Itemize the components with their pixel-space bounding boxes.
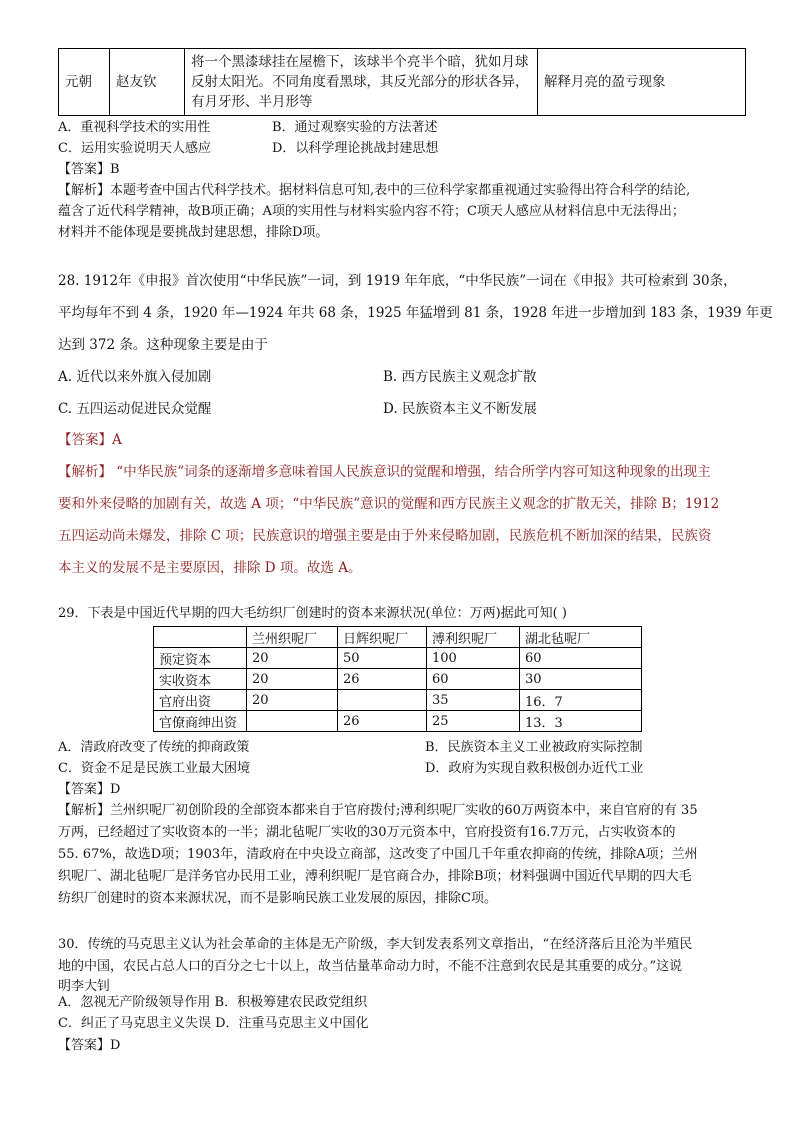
table-cell: 25 — [427, 711, 520, 732]
table-header-row — [154, 627, 642, 648]
table-cell: 实收资本 — [154, 669, 247, 690]
table-cell — [247, 711, 338, 732]
table-cell: 20 — [247, 690, 338, 711]
q28-stem-line: 达到 372 条。这种现象主要是由于 — [58, 337, 268, 353]
q27-option-b: B．通过观察实验的方法著述 — [272, 120, 438, 135]
table-cell: 100 — [427, 648, 520, 669]
q30-stem-line: 地的中国，农民占总人口的百分之七十以上，故当估量革命动力时，不能不注意到农民是其重要的成分。”这说 — [58, 959, 683, 974]
q28-analysis-line: 五四运动尚未爆发，排除 C 项；民族意识的增强主要是由于外来侵略加剧，民族危机不断加深的结果，民族资 — [58, 528, 712, 544]
q30-stem-line: 明李大钊 — [58, 979, 111, 994]
table-header-cell: 兰州织呢厂 — [247, 627, 338, 648]
q27-answer: 【答案】B — [58, 162, 120, 177]
q29-analysis-line: 纺织厂创建时的资本来源状况，而不是影响民族工业发展的原因，排除C项。 — [58, 891, 497, 906]
table-header-cell: 日辉织呢厂 — [338, 627, 427, 648]
q27-analysis-line: 材料并不能体现是要挑战封建思想，排除D项。 — [58, 225, 329, 240]
table-row — [154, 669, 642, 690]
q27-option-a: A．重视科学技术的实用性 — [58, 120, 211, 135]
q29-analysis-line: 【解析】兰州织呢厂初创阶段的全部资本都来自于官府拨付;溥利织呢厂实收的60万两资本中，来自官府的有 35 — [58, 803, 698, 818]
capital-table — [153, 626, 642, 732]
q28-option-b: B. 西方民族主义观念扩散 — [383, 369, 537, 385]
dynasty-cell: 元朝 — [59, 49, 110, 116]
table-cell: 60 — [427, 669, 520, 690]
table-header-cell — [154, 627, 247, 648]
table-cell: 26 — [338, 711, 427, 732]
q29-option-d: D．政府为实现自救积极创办近代工业 — [425, 761, 644, 776]
experiment-line: 反射太阳光。不同角度看黑球，其反光部分的形状各异， — [191, 74, 529, 90]
table-cell: 20 — [247, 669, 338, 690]
table-cell: 26 — [338, 669, 427, 690]
q28-option-d: D. 民族资本主义不断发展 — [383, 401, 537, 417]
q27-analysis-line: 蕴含了近代科学精神，故B项正确；A项的实用性与材料实验内容不符；C项天人感应从材料信息中无法得出； — [58, 204, 685, 219]
table-cell: 50 — [338, 648, 427, 669]
q28-answer: 【答案】A — [58, 432, 122, 448]
q27-analysis-line: 【解析】本题考查中国古代科学技术。据材料信息可知,表中的三位科学家都重视通过实验得出符合科学的结论, — [58, 183, 691, 198]
table-cell: 35 — [427, 690, 520, 711]
table-row — [154, 711, 642, 732]
table-cell — [338, 690, 427, 711]
q30-option-line: C．纠正了马克思主义失误 D．注重马克思主义中国化 — [58, 1016, 369, 1031]
table-row — [154, 690, 642, 711]
table-cell: 官府出资 — [154, 690, 247, 711]
table-cell: 预定资本 — [154, 648, 247, 669]
q29-analysis-line: 55. 67%，故选D项；1903年，清政府在中央设立商部，这改变了中国几千年重农抑商的传统，排除A项；兰州 — [58, 847, 698, 862]
table-cell: 13．3 — [520, 711, 642, 732]
q28-option-a: A. 近代以来外旗入侵加剧 — [58, 369, 212, 385]
q29-analysis-line: 万两，已经超过了实收资本的一半；湖北毡呢厂实收的30万元资本中，官府投资有16.7万元，占实收资本的 — [58, 825, 676, 840]
q27-option-c: C．运用实验说明天人感应 — [58, 141, 211, 156]
q29-option-a: A．清政府改变了传统的抑商政策 — [58, 740, 250, 755]
table-row — [59, 49, 746, 116]
q29-option-c: C．资金不足是民族工业最大困境 — [58, 761, 250, 776]
science-table — [58, 48, 746, 116]
q28-stem-line: 平均每年不到 4 条，1920 年—1924 年共 68 条，1925 年猛增到 81 条，1928 年进一步增加到 183 条，1939 年更 — [58, 305, 773, 321]
result-cell: 解释月亮的盈亏现象 — [538, 49, 746, 116]
person-cell: 赵友钦 — [110, 49, 185, 116]
table-cell: 官僚商绅出资 — [154, 711, 247, 732]
experiment-cell — [185, 49, 538, 116]
q29-analysis-line: 织呢厂、湖北毡呢厂是洋务官办民用工业，溥利织呢厂是官商合办，排除B项；材料强调中国近代早期的四大毛 — [58, 869, 692, 884]
q29-answer: 【答案】D — [58, 782, 121, 797]
table-cell: 30 — [520, 669, 642, 690]
q30-answer: 【答案】D — [58, 1038, 121, 1053]
table-cell: 16．7 — [520, 690, 642, 711]
q28-analysis-line: 【解析】 “中华民族”词条的逐渐增多意味着国人民族意识的觉醒和增强，结合所学内容可知这种现象的出现主 — [58, 464, 711, 480]
table-row — [154, 648, 642, 669]
table-header-cell: 溥利织呢厂 — [427, 627, 520, 648]
table-cell: 60 — [520, 648, 642, 669]
q27-option-d: D．以科学理论挑战封建思想 — [272, 141, 439, 156]
q28-analysis-line: 要和外来侵略的加剧有关，故选 A 项；“中华民族”意识的觉醒和西方民族主义观念的扩散无关，排除 B；1912 — [58, 496, 720, 512]
q29-stem: 29．下表是中国近代早期的四大毛纺织厂创建时的资本来源状况(单位：万两)据此可知( ) — [58, 606, 567, 621]
q30-option-line: A．忽视无产阶级领导作用 B．积极筹建农民政党组织 — [58, 995, 368, 1010]
table-header-cell: 湖北毡呢厂 — [520, 627, 642, 648]
table-cell: 20 — [247, 648, 338, 669]
experiment-line: 有月牙形、半月形等 — [191, 94, 313, 110]
experiment-line: 将一个黑漆球挂在屋檐下，该球半个亮半个暗，犹如月球 — [191, 54, 529, 70]
q28-analysis-line: 本主义的发展不是主要原因，排除 D 项。故选 A。 — [58, 560, 362, 576]
q28-option-c: C. 五四运动促进民众觉醒 — [58, 401, 212, 417]
q29-option-b: B．民族资本主义工业被政府实际控制 — [425, 740, 643, 755]
q28-stem-line: 28. 1912年《申报》首次使用“中华民族”一词，到 1919 年年底，“中华民族”一词在《申报》共可检索到 30条， — [58, 273, 737, 289]
q30-stem-line: 30．传统的马克思主义认为社会革命的主体是无产阶级，李大钊发表系列文章指出，“在经济落后且沦为半殖民 — [58, 937, 693, 952]
